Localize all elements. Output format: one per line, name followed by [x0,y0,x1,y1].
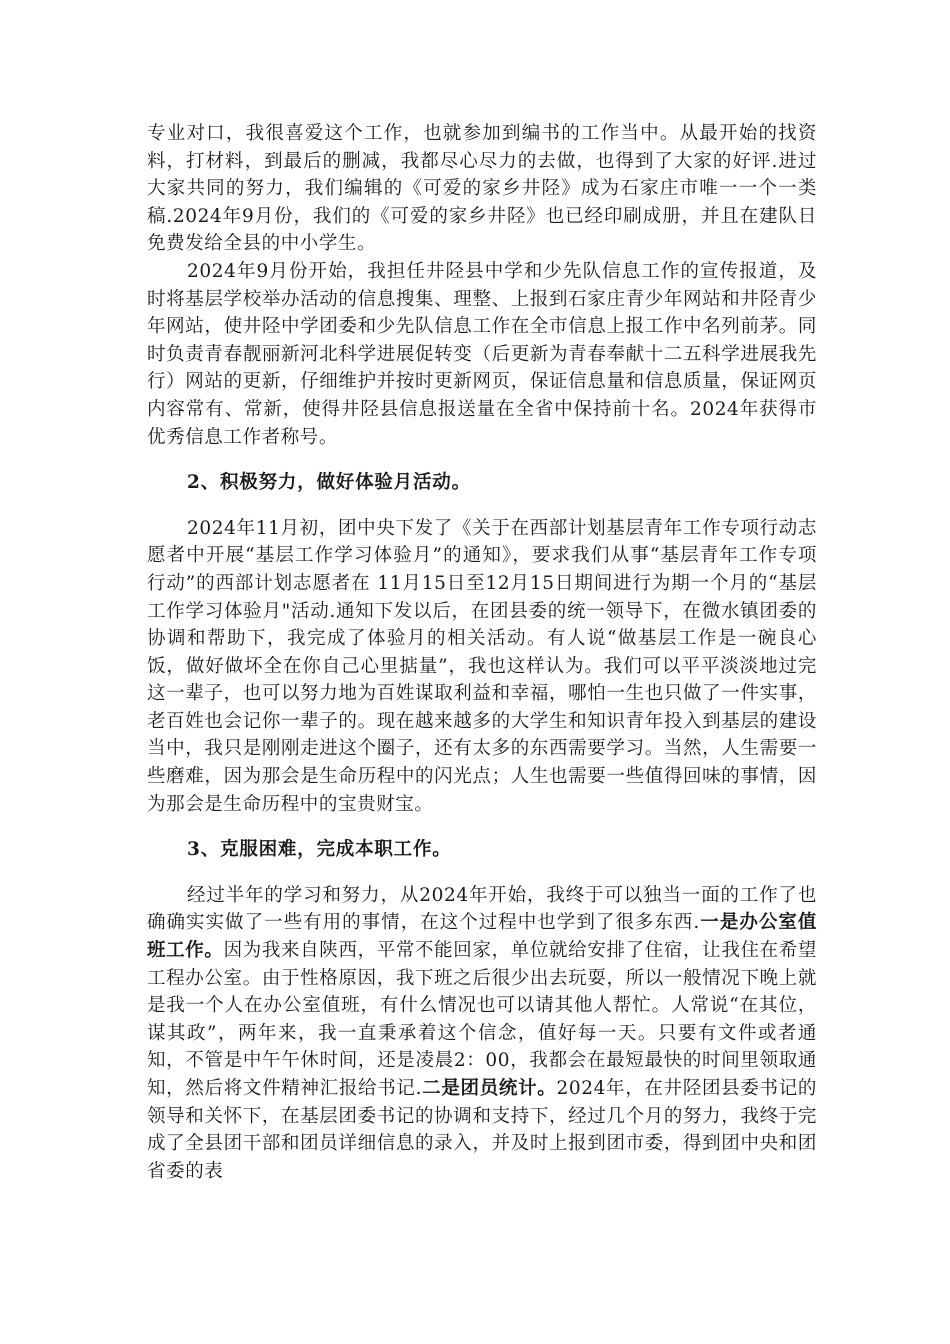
paragraph-4-intro: 经过半年的学习和努力，从2024年开始，我终于可以独当一面的工作了也确确实实做了一些有用的事情，在这个过程中也学到了很多东西. [147,884,817,934]
paragraph-4-tail: 2024年，在井陉团县委书记的领导和关怀下，在基层团委书记的协调和支持下，经过几个月的努力，我终于完成了全县团干部和团员详细信息的录入，并及时上报到团市委，得到团中央和团省委的表 [147,1078,817,1182]
paragraph-2: 2024年9月份开始，我担任井陉县中学和少先队信息工作的宣传报道，及时将基层学校举办活动的信息搜集、理整、上报到石家庄青少年网站和井陉青少年网站，使井陉中学团委和少先队信息工作在全市信息上报工作中名列前茅。同时负责青春靓丽新河北科学进展促转变（后更新为青春奉献十二五科学进展我先行）网站的更新，仔细维护并按时更新网页，保证信息量和信息质量，保证网页内容常有、常新，使得井陉县信息报送量在全省中保持前十名。2024年获得市优秀信息工作者称号。 [147,260,817,448]
paragraph-4-body: 因为我来自陕西，平常不能回家，单位就给安排了住宿，让我住在希望工程办公室。由于性格原因，我下班之后很少出去玩耍，所以一般情况下晚上就是我一个人在办公室值班，有什么情况也可以请其他人帮忙。人常说“在其位，谋其政”，两年来，我一直秉承着这个信念，值好每一天。只要有文件或者通知，不管是中午午休时间，还是凌晨2：00，我都会在最短最快的时间里领取通知，然后将文件精神汇报给书记. [147,940,817,1099]
bold-point-1: 一是办公室值班工作。 [147,912,817,962]
document-page [147,120,817,1185]
paragraph-1: 专业对口，我很喜爱这个工作，也就参加到编书的工作当中。从最开始的找资料，打材料，到最后的删减，我都尽心尽力的去做，也得到了大家的好评.进过大家共同的努力，我们编辑的《可爱的家乡井陉》成为石家庄市唯一一个一类稿.2024年9月份，我们的《可爱的家乡井陉》也已经印刷成册，并且在建队日免费发给全县的中小学生。 [147,123,817,255]
paragraph-4 [147,882,817,1186]
bold-point-2: 二是团员统计。 [422,1078,557,1099]
section-heading-2: 2、积极努力，做好体验月活动。 [187,472,471,494]
paragraph-3: 2024年11月初，团中央下发了《关于在西部计划基层青年工作专项行动志愿者中开展“基层工作学习体验月”的通知》，要求我们从事“基层青年工作专项行动”的西部计划志愿者在 11月15日至12月15日期间进行为期一个月的“基层工作学习体验月"活动.通知下发以后，在团县委的统一领导下，在微水镇团委的协调和帮助下，我完成了体验月的相关活动。有人说“做基层工作是一碗良心饭，做好做坏全在你自己心里掂量”，我也这样认为。我们可以平平淡淡地过完这一辈子，也可以努力地为百姓谋取利益和幸福，哪怕一生也只做了一件实事，老百姓也会记你一辈子的。现在越来越多的大学生和知识青年投入到基层的建设当中，我只是刚刚走进这个圈子，还有太多的东西需要学习。当然，人生需要一些磨难，因为那会是生命历程中的闪光点；人生也需要一些值得回味的事情，因为那会是生命历程中的宝贵财宝。 [147,517,817,815]
section-heading-3: 3、克服困难，完成本职工作。 [187,839,452,861]
